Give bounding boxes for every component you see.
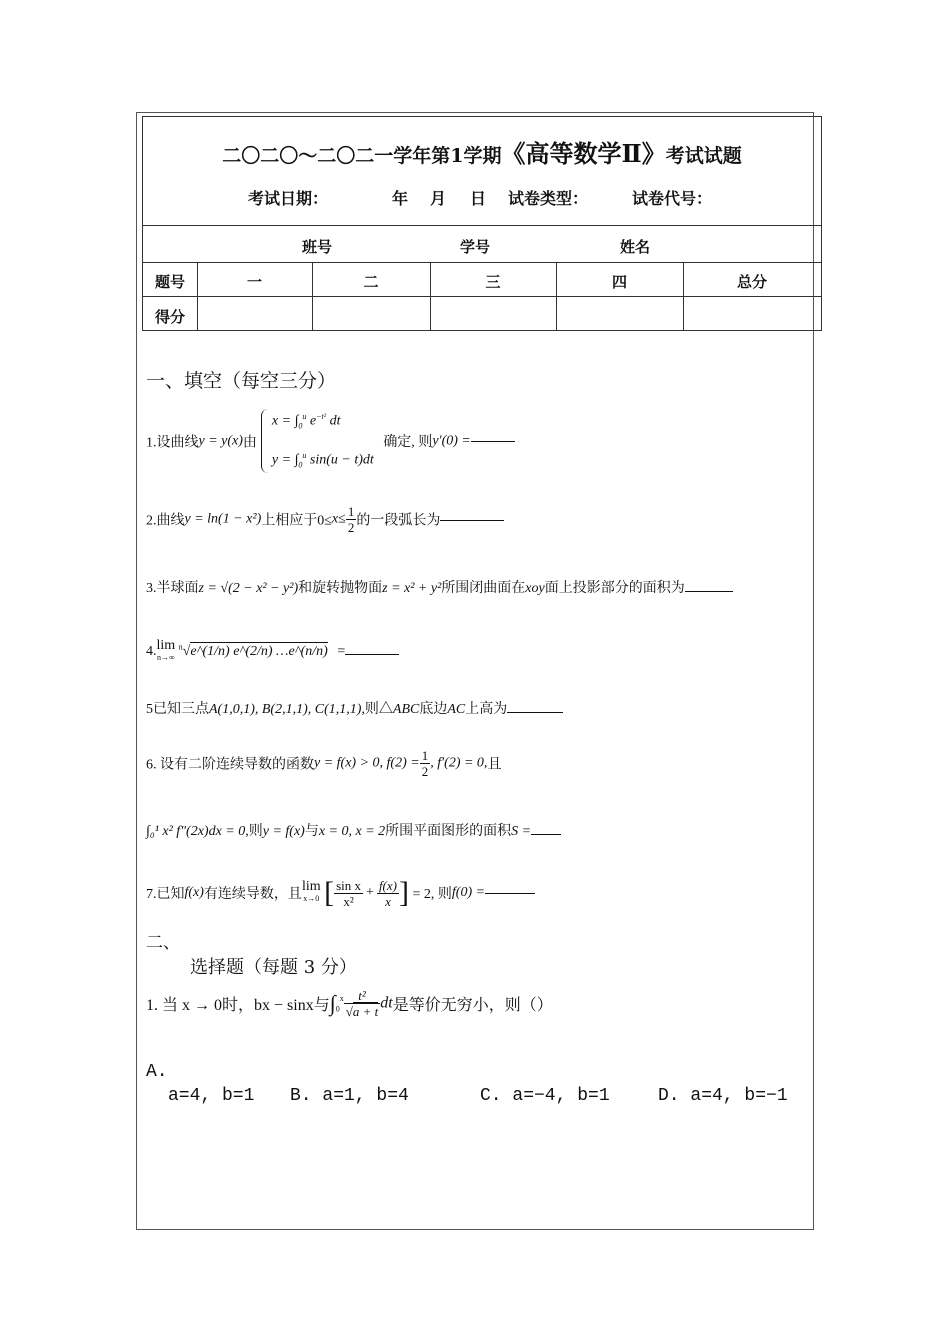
question-6-line-2 xyxy=(146,820,561,840)
q7-f2-den: x xyxy=(385,893,391,909)
answer-blank[interactable] xyxy=(531,833,561,835)
term-number: 1 xyxy=(450,145,464,167)
q1-eq1-tail: e xyxy=(309,413,317,429)
q7-f2-num: f(x) xyxy=(378,877,397,893)
q5-mid: 则△ xyxy=(364,702,393,717)
q7-lim: lim xyxy=(301,879,321,894)
q1-eq1-dt: dt xyxy=(329,413,341,429)
q1-prefix: 1.设曲线 xyxy=(146,435,199,451)
q7-fraction-1 xyxy=(334,878,363,909)
question-7: 7.已知f(x)有连续导数，且 lim x→0 [ $\frac{\text{sin x}}{\text{x²}}$ + $\frac{f(x)}{x}$ ] = 2, 则f(0) = xyxy=(146,876,535,910)
q1-lower-2: 0 xyxy=(298,460,303,470)
q4-lim: lim xyxy=(156,638,176,653)
question-5 xyxy=(146,698,563,718)
question-1 xyxy=(146,402,515,481)
q6-frac-den: 2 xyxy=(421,764,429,779)
q6-mid: 则 xyxy=(248,824,263,839)
question-2 xyxy=(146,504,504,535)
score-col-total: 总分 xyxy=(736,273,767,291)
q2-var: x xyxy=(331,511,339,527)
mc1-fraction: $\frac{\text{t²}}{√a + t}$ xyxy=(345,988,379,1019)
integral-sign: ∫ xyxy=(329,990,336,1016)
mc1-suffix: 是等价无穷小，则（） xyxy=(392,997,553,1014)
class-label: 班号 xyxy=(302,238,333,256)
q4-root-index: n xyxy=(178,642,183,652)
q4-lim-sub: n→∞ xyxy=(156,653,175,662)
q5-triangle: ABC xyxy=(392,702,420,717)
q3-suffix2: 面上投影部分的面积为 xyxy=(544,581,685,596)
q6-tail: , f′(2) = 0, xyxy=(430,755,488,771)
mc1-frac-den: a + t xyxy=(352,1004,379,1019)
q1-eq1-exp: −t² xyxy=(316,412,327,421)
q3-mid: 和旋转抛物面 xyxy=(298,581,383,596)
answer-blank[interactable] xyxy=(345,653,399,655)
exam-date-label: 考试日期： xyxy=(248,189,329,208)
q6-bounds: x = 0, x = 2 xyxy=(318,824,386,839)
exam-title xyxy=(142,134,822,169)
table-line xyxy=(142,262,822,263)
mc1-frac-num: t² xyxy=(344,988,381,1004)
q7-prefix: 7.已知 xyxy=(146,887,185,902)
year-label: 年 xyxy=(392,189,409,208)
q7-fx: f(x) xyxy=(184,885,204,900)
q6-fraction xyxy=(420,748,431,779)
q1-eq1: x = ∫ xyxy=(271,413,299,429)
mc1-prefix: 1. 当 x → 0时，bx − sinx与 xyxy=(146,997,330,1014)
answer-blank[interactable] xyxy=(685,590,733,592)
month-label: 月 xyxy=(430,189,447,208)
system-brace xyxy=(261,409,268,473)
q6-fx: y = f(x) xyxy=(262,824,305,839)
answer-blank[interactable] xyxy=(507,711,563,713)
paper-type-label: 试卷类型： xyxy=(508,189,589,208)
q1-by: 由 xyxy=(242,435,257,451)
score-label: 得分 xyxy=(154,308,185,326)
paper-code-label: 试卷代号： xyxy=(632,189,713,208)
q6-suffix: 且 xyxy=(487,757,502,773)
section2-number: 二、 xyxy=(146,933,180,953)
title-prefix: 二〇二〇～二〇二一学年第 xyxy=(222,145,451,167)
name-label: 姓名 xyxy=(620,238,651,256)
student-id-label: 学号 xyxy=(460,238,491,256)
q1-eq2: y = ∫ xyxy=(271,453,299,469)
answer-blank[interactable] xyxy=(485,892,535,894)
q2-suffix: 的一段弧长为 xyxy=(356,513,441,529)
table-line xyxy=(142,296,822,297)
answer-blank[interactable] xyxy=(440,519,504,521)
option-c[interactable]: C. a=−4, b=1 xyxy=(480,1086,610,1106)
section1-heading: 一、填空（每空三分） xyxy=(146,370,337,392)
question-6-line-1 xyxy=(146,748,501,779)
q2-prefix: 2.曲线 xyxy=(146,513,185,529)
q7-plus: + xyxy=(366,885,374,900)
q3-eq1: z = √(2 − x² − y²) xyxy=(198,581,299,596)
q1-upper-2: u xyxy=(302,451,307,461)
q5-suffix: 上高为 xyxy=(465,702,508,717)
q2-mid: 上相应于0≤ xyxy=(261,513,332,529)
q1-curve: y = y(x) xyxy=(198,433,243,449)
score-col-3: 三 xyxy=(485,273,501,291)
q5-prefix: 5已知三点 xyxy=(146,702,209,717)
q5-side: AC xyxy=(447,702,466,717)
q6-math: y = f(x) > 0, f(2) = xyxy=(314,755,420,771)
q6-integral: ∫₀¹ x² f″(2x)dx = 0, xyxy=(146,824,249,839)
q7-rest: = 2, 则 xyxy=(412,887,452,902)
mc1-dt: dt xyxy=(380,994,393,1012)
answer-blank[interactable] xyxy=(471,440,515,442)
q3-eq2: z = x² + y² xyxy=(382,581,442,596)
q7-limit xyxy=(302,881,321,905)
divider xyxy=(142,225,822,226)
q3-suffix1: 所围闭曲面在 xyxy=(441,581,526,596)
day-label: 日 xyxy=(470,189,487,208)
question-3 xyxy=(146,577,733,597)
mc1-upper: x xyxy=(339,993,344,1003)
q4-prefix: 4. xyxy=(146,644,157,660)
q1-system xyxy=(272,402,374,481)
q6-prefix: 6. 设有二阶连续导数的函数 xyxy=(146,757,314,773)
q6-target: S = xyxy=(511,824,532,839)
option-b[interactable]: B. a=1, b=4 xyxy=(290,1086,409,1106)
score-col-4: 四 xyxy=(611,273,627,291)
section2-heading: 选择题（每题 3 分） xyxy=(190,957,357,978)
q2-curve: y = ln(1 − x²) xyxy=(184,511,262,527)
q1-target: y′(0) = xyxy=(432,433,471,449)
q7-lim-sub: x→0 xyxy=(303,894,320,903)
title-suffix: 考试试题 xyxy=(665,145,742,167)
q3-prefix: 3.半球面 xyxy=(146,581,199,596)
q6-line2-suffix: 所围平面图形的面积 xyxy=(385,824,512,839)
q4-radicand: e^(1/n) e^(2/n) …e^(n/n) xyxy=(190,644,328,660)
q1-lower-1: 0 xyxy=(298,421,303,431)
q3-plane: xoy xyxy=(525,581,545,596)
q7-target: f(0) = xyxy=(451,885,486,900)
option-a[interactable]: a=4, b=1 xyxy=(168,1086,255,1106)
option-d[interactable]: D. a=4, b=−1 xyxy=(658,1086,788,1106)
q6-frac-num: 1 xyxy=(421,748,429,763)
title-mid: 学期 xyxy=(463,145,502,167)
score-col-1: 一 xyxy=(246,273,262,291)
options-label: A. xyxy=(146,1062,168,1082)
q2-frac-den: 2 xyxy=(347,520,355,535)
choice-question-1 xyxy=(146,988,553,1019)
q7-mid: 有连续导数，且 xyxy=(203,887,302,902)
q6-mid2: 与 xyxy=(304,824,319,839)
q2-fraction xyxy=(346,504,357,535)
q1-eq2-tail: sin(u − t)dt xyxy=(309,453,374,469)
q7-f1-num: sin x xyxy=(336,877,362,893)
q5-mid2: 底边 xyxy=(419,702,448,717)
q5-points: A(1,0,1), B(2,1,1), C(1,1,1), xyxy=(209,702,365,717)
q2-frac-num: 1 xyxy=(347,504,355,519)
q4-eq: = xyxy=(337,644,346,660)
q2-le: ≤ xyxy=(338,511,346,527)
score-col-2: 二 xyxy=(363,273,379,291)
question-number-label: 题号 xyxy=(154,273,185,291)
course-name: 《高等数学Ⅱ》 xyxy=(501,139,666,168)
mc1-lower: 0 xyxy=(335,1004,340,1014)
q1-upper-1: u xyxy=(302,412,307,421)
q7-f1-den: x² xyxy=(343,893,354,909)
q1-suffix: 确定, 则 xyxy=(383,435,433,451)
q4-limit xyxy=(157,640,176,664)
question-4: 4. lim n→∞ $^n$√e^(1/n) e^(2/n) …e^(n/n) = xyxy=(146,640,399,664)
q7-fraction-2 xyxy=(377,878,399,909)
